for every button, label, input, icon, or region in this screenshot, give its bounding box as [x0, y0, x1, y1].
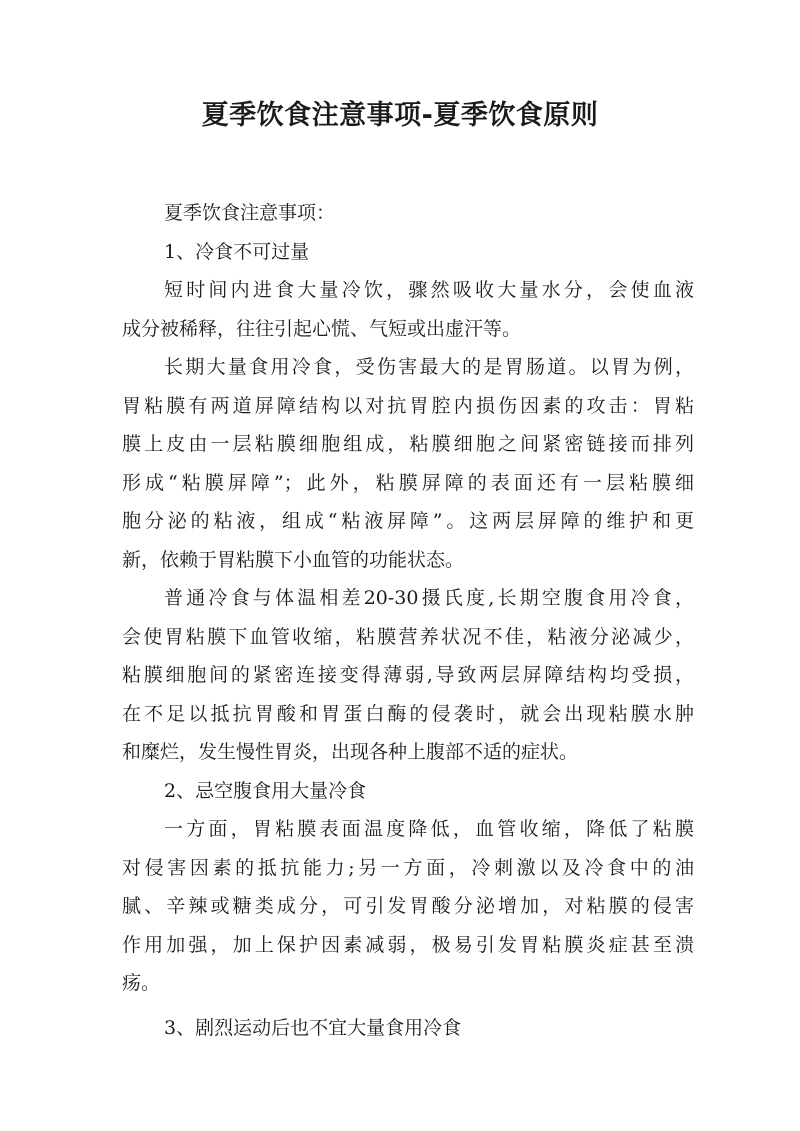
paragraph-line: 胞分泌的粘液，组成“粘液屏障”。这两层屏障的维护和更	[122, 510, 694, 532]
document-title: 夏季饮食注意事项-夏季饮食原则	[201, 100, 599, 131]
paragraph-line: 一方面，胃粘膜表面温度降低，血管收缩，降低了粘膜	[164, 818, 694, 840]
section-heading-2: 2、忌空腹食用大量冷食	[164, 779, 367, 802]
paragraph-line: 长期大量食用冷食，受伤害最大的是胃肠道。以胃为例，	[164, 356, 694, 378]
paragraph-line: 成分被稀释，往往引起心慌、气短或出虚汗等。	[122, 317, 522, 340]
paragraph-line: 会使胃粘膜下血管收缩，粘膜营养状况不佳，粘液分泌减少，	[122, 625, 694, 648]
paragraph-line: 腻、辛辣或糖类成分，可引发胃酸分泌增加，对粘膜的侵害	[122, 895, 694, 917]
intro-line: 夏季饮食注意事项：	[164, 202, 336, 224]
paragraph-line: 在不足以抵抗胃酸和胃蛋白酶的侵袭时，就会出现粘膜水肿	[122, 702, 694, 725]
section-heading-3: 3、剧烈运动后也不宜大量食用冷食	[164, 1016, 462, 1039]
paragraph-line: 疡。	[122, 972, 161, 994]
document-body	[122, 194, 694, 1047]
paragraph-line: 和糜烂，发生慢性胃炎，出现各种上腹部不适的症状。	[122, 741, 579, 763]
paragraph-4	[122, 810, 694, 1003]
paragraph-line: 膜上皮由一层粘膜细胞组成，粘膜细胞之间紧密链接而排列	[122, 433, 694, 455]
paragraph-1	[122, 271, 694, 348]
paragraph-line: 对侵害因素的抵抗能力;另一方面，冷刺激以及冷食中的油	[122, 856, 694, 879]
section-heading-1: 1、冷食不可过量	[164, 240, 310, 263]
paragraph-2	[122, 348, 694, 579]
paragraph-line: 形成“粘膜屏障”；此外，粘膜屏障的表面还有一层粘膜细	[122, 471, 694, 494]
paragraph-3	[122, 579, 694, 772]
paragraph-line: 粘膜细胞间的紧密连接变得薄弱,导致两层屏障结构均受损，	[122, 664, 694, 686]
paragraph-line: 普通冷食与体温相差20-30摄氏度,长期空腹食用冷食，	[164, 587, 694, 609]
paragraph-line: 新，依赖于胃粘膜下小血管的功能状态。	[122, 548, 465, 571]
paragraph-line: 作用加强，加上保护因素减弱，极易引发胃粘膜炎症甚至溃	[122, 933, 694, 956]
paragraph-line: 胃粘膜有两道屏障结构以对抗胃腔内损伤因素的攻击：胃粘	[122, 394, 694, 417]
paragraph-line: 短时间内进食大量冷饮，骤然吸收大量水分，会使血液	[164, 279, 694, 301]
